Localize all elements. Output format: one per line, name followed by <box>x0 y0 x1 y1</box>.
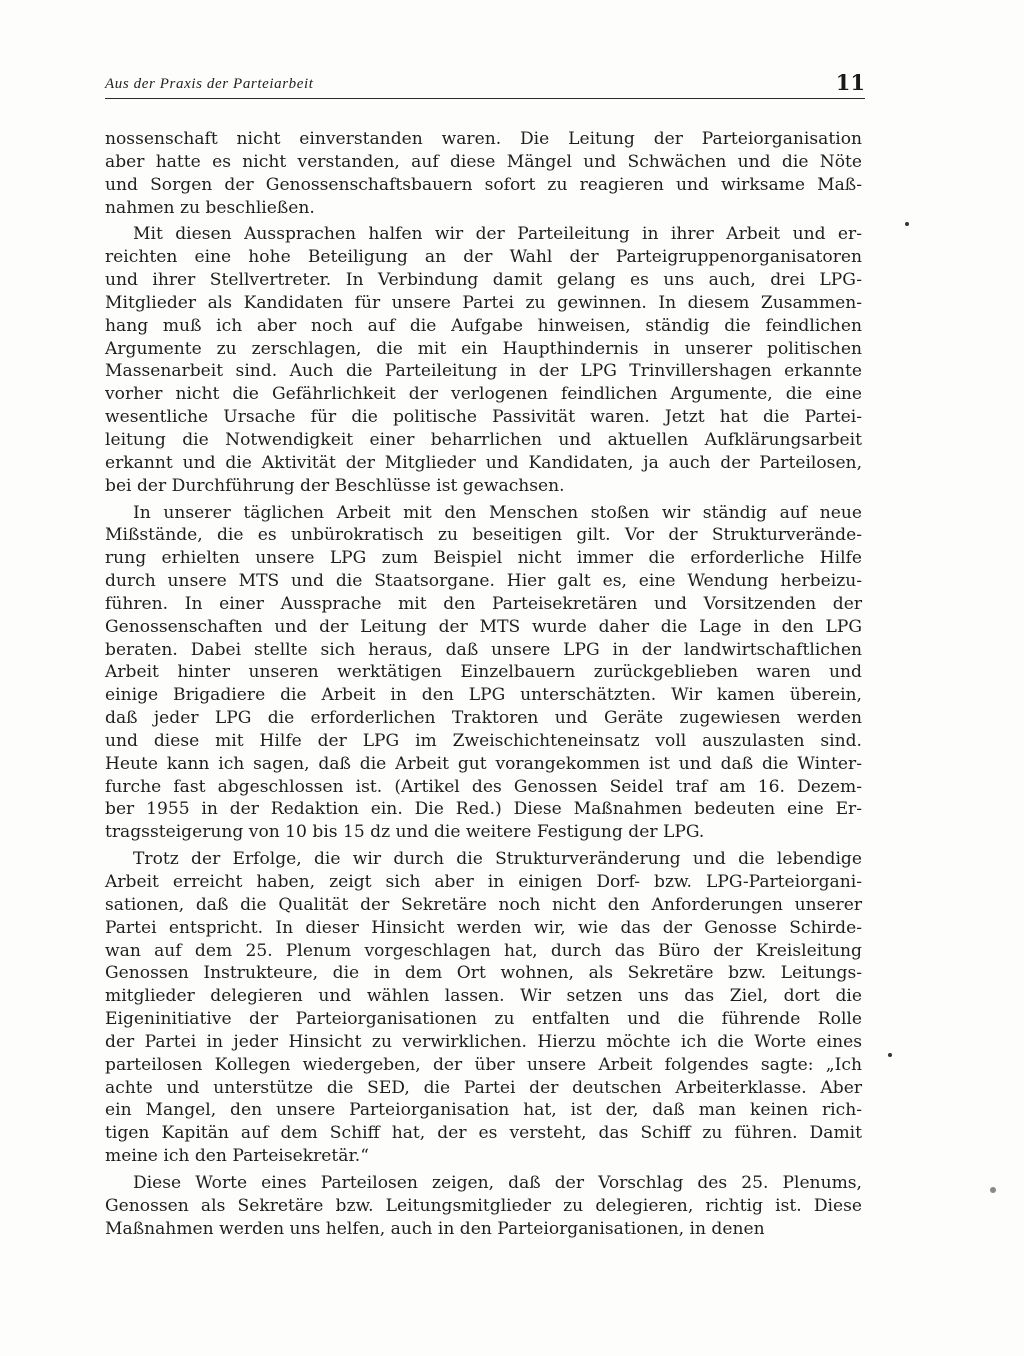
print-speck <box>888 1053 892 1057</box>
text-line: erkannt und die Aktivität der Mitglieder und Kandidaten, ja auch der Parteilosen, <box>105 452 862 473</box>
paragraph <box>105 128 862 219</box>
text-line: rung erhielten unsere LPG zum Beispiel nicht immer die erforderliche Hilfe <box>105 548 862 569</box>
page-number: 11 <box>835 70 865 95</box>
text-line: ber 1955 in der Redaktion ein. Die Red.) Diese Maßnahmen bedeuten eine Er- <box>105 799 862 820</box>
text-line: nossenschaft nicht einverstanden waren. Die Leitung der Parteiorganisation <box>105 129 862 149</box>
text-line: furche fast abgeschlossen ist. (Artikel des Genossen Seidel traf am 16. Dezem- <box>105 776 862 797</box>
text-line: leitung die Notwendigkeit einer beharrlichen und aktuellen Aufklärungsarbeit <box>105 429 862 450</box>
text-line: Maßnahmen werden uns helfen, auch in den Parteiorganisationen, in denen <box>105 1218 765 1239</box>
text-line: tigen Kapitän auf dem Schiff hat, der es versteht, das Schiff zu führen. Damit <box>105 1123 862 1144</box>
text-line: parteilosen Kollegen wiedergeben, der über unsere Arbeit folgendes sagte: „Ich <box>105 1054 862 1075</box>
text-line: der Partei in jeder Hinsicht zu verwirklichen. Hierzu möchte ich die Worte eines <box>105 1031 862 1052</box>
text-line: Partei entspricht. In dieser Hinsicht werden wir, wie das der Genosse Schirde- <box>105 917 862 938</box>
text-line: Genossenschaften und der Leitung der MTS wurde daher die Lage in den LPG <box>105 616 862 637</box>
text-line: beraten. Dabei stellte sich heraus, daß unsere LPG in der landwirtschaftlichen <box>105 639 862 660</box>
text-line: nahmen zu beschließen. <box>105 197 315 218</box>
text-line: wesentliche Ursache für die politische Passivität waren. Jetzt hat die Partei- <box>105 407 862 428</box>
print-speck <box>990 1187 996 1193</box>
text-line: Heute kann ich sagen, daß die Arbeit gut vorangekommen ist und daß die Winter- <box>105 753 862 774</box>
text-line: Mißstände, die es unbürokratisch zu beseitigen gilt. Vor der Strukturverände- <box>105 525 862 546</box>
text-line: vorher nicht die Gefährlichkeit der verlogenen feindlichen Argumente, die eine <box>105 384 862 405</box>
text-line: Massenarbeit sind. Auch die Parteileitung in der LPG Trinvillershagen erkannte <box>105 361 862 382</box>
text-line: sationen, daß die Qualität der Sekretäre noch nicht den Anforderungen unserer <box>105 894 862 915</box>
text-line: ein Mangel, den unsere Parteiorganisation hat, ist der, daß man keinen rich- <box>105 1100 862 1121</box>
text-line: In unserer täglichen Arbeit mit den Menschen stoßen wir ständig auf neue <box>133 502 862 523</box>
text-line: Mit diesen Aussprachen halfen wir der Parteileitung in ihrer Arbeit und er- <box>133 224 862 245</box>
text-line: führen. In einer Aussprache mit den Parteisekretären und Vorsitzenden der <box>105 593 862 614</box>
text-line: meine ich den Parteisekretär.“ <box>105 1146 369 1167</box>
text-line: Genossen als Sekretäre bzw. Leitungsmitglieder zu delegieren, richtig ist. Diese <box>105 1195 862 1216</box>
text-line: Arbeit erreicht haben, zeigt sich aber in einigen Dorf- bzw. LPG-Parteiorgani- <box>105 872 862 892</box>
text-line: Mitglieder als Kandidaten für unsere Partei zu gewinnen. In diesem Zusammen- <box>105 292 862 313</box>
text-line: Trotz der Erfolge, die wir durch die Strukturveränderung und die lebendige <box>133 849 862 870</box>
text-line: Arbeit hinter unseren werktätigen Einzelbauern zurückgeblieben waren und <box>105 662 862 683</box>
paragraph <box>105 502 862 845</box>
text-line: und diese mit Hilfe der LPG im Zweischichteneinsatz voll auszulasten sind. <box>105 730 862 751</box>
text-line: durch unsere MTS und die Staatsorgane. Hier galt es, eine Wendung herbeizu- <box>105 571 862 592</box>
text-line: wan auf dem 25. Plenum vorgeschlagen hat, durch das Büro der Kreisleitung <box>105 940 862 961</box>
article-body <box>105 128 862 1245</box>
text-line: bei der Durchführung der Beschlüsse ist gewachsen. <box>105 475 565 496</box>
text-line: hang muß ich aber noch auf die Aufgabe hinweisen, ständig die feindlichen <box>105 315 862 336</box>
text-line: und Sorgen der Genossenschaftsbauern sofort zu reagieren und wirksame Maß- <box>105 174 862 195</box>
running-header <box>105 72 865 99</box>
text-line: Diese Worte eines Parteilosen zeigen, daß der Vorschlag des 25. Plenums, <box>133 1172 862 1193</box>
text-line: reichten eine hohe Beteiligung an der Wahl der Parteigruppenorganisatoren <box>105 247 862 268</box>
text-line: aber hatte es nicht verstanden, auf diese Mängel und Schwächen und die Nöte <box>105 151 862 172</box>
paragraph <box>105 1172 862 1241</box>
paragraph <box>105 848 862 1168</box>
text-line: tragssteigerung von 10 bis 15 dz und die weitere Festigung der LPG. <box>105 822 705 843</box>
text-line: einige Brigadiere die Arbeit in den LPG unterschätzten. Wir kamen überein, <box>105 685 862 706</box>
text-line: Genossen Instrukteure, die in dem Ort wohnen, als Sekretäre bzw. Leitungs- <box>105 963 862 984</box>
paragraph <box>105 223 862 497</box>
text-line: daß jeder LPG die erforderlichen Traktoren und Geräte zugewiesen werden <box>105 708 862 729</box>
text-line: und ihrer Stellvertreter. In Verbindung damit gelang es uns auch, drei LPG- <box>105 270 862 291</box>
text-line: Eigeninitiative der Parteiorganisationen zu entfalten und die führende Rolle <box>105 1009 862 1030</box>
print-speck <box>905 222 909 226</box>
text-line: Argumente zu zerschlagen, die mit ein Haupthindernis in unserer politischen <box>105 338 862 359</box>
running-title: Aus der Praxis der Parteiarbeit <box>105 76 314 92</box>
text-line: achte und unterstütze die SED, die Partei der deutschen Arbeiterklasse. Aber <box>105 1077 862 1098</box>
text-line: mitglieder delegieren und wählen lassen. Wir setzen uns das Ziel, dort die <box>105 986 862 1007</box>
